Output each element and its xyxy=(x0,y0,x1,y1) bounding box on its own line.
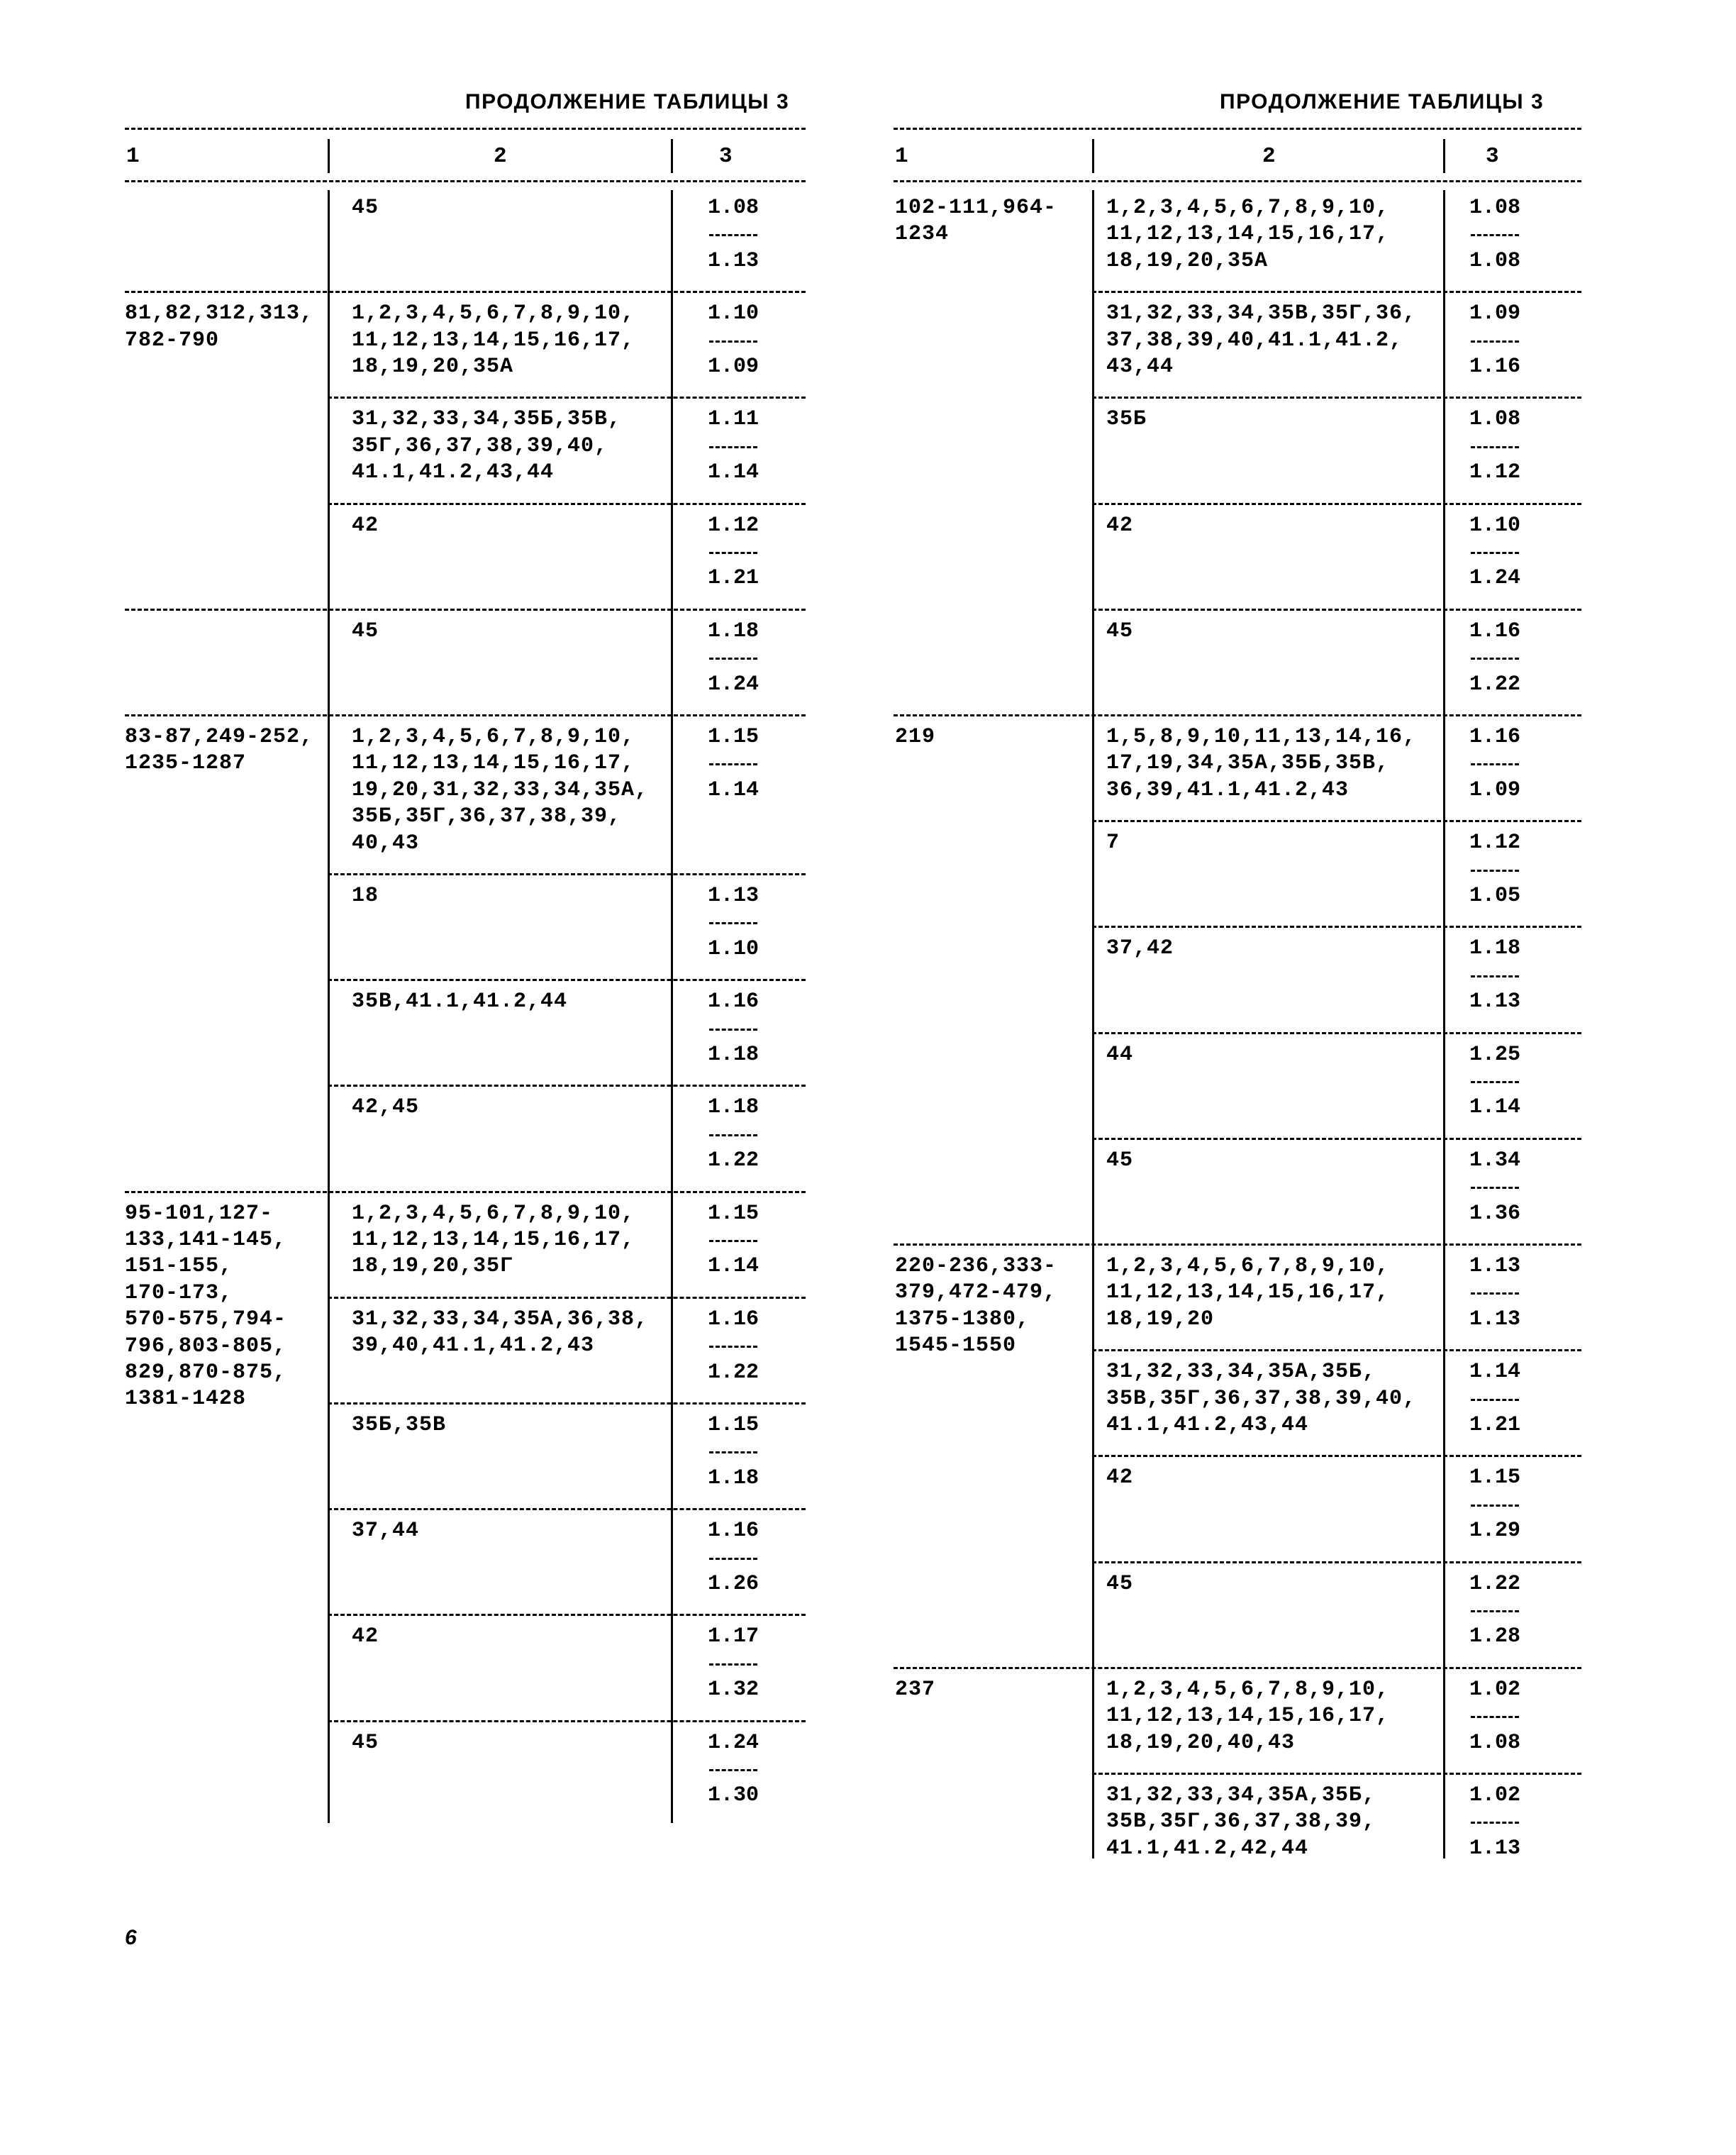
cell-col2: 42 xyxy=(1106,513,1134,538)
fraction-bar xyxy=(708,750,762,777)
fraction-denominator: 1.08 xyxy=(1469,248,1521,273)
fraction-value xyxy=(708,1518,762,1597)
fraction-numerator: 1.08 xyxy=(1469,407,1521,432)
fraction-numerator: 1.13 xyxy=(708,884,760,908)
header-rule-top xyxy=(125,128,806,130)
fraction-numerator: 1.13 xyxy=(1469,1254,1521,1278)
group-separator xyxy=(125,609,806,611)
cell-col2: 31,32,33,34,35А,35Б, 35В,35Г,36,37,38,39, 41.1,41.2,42,44 xyxy=(1106,1783,1376,1861)
column-divider xyxy=(328,139,330,173)
fraction-bar xyxy=(1469,1386,1523,1412)
fraction-bar xyxy=(1469,539,1523,565)
row-separator xyxy=(328,1297,806,1299)
fraction-numerator: 1.15 xyxy=(708,1201,760,1226)
fraction-bar xyxy=(1469,1492,1523,1518)
fraction-numerator: 1.15 xyxy=(708,1413,760,1437)
group-separator xyxy=(894,1667,1581,1669)
cell-col2: 35Б xyxy=(1106,407,1147,432)
column-divider xyxy=(1092,190,1094,1858)
table-continuation-title: ПРОДОЛЖЕНИЕ ТАБЛИЦЫ 3 xyxy=(1220,90,1545,113)
column-divider xyxy=(1092,139,1094,173)
fraction-value xyxy=(1469,1042,1523,1121)
cell-col2: 37,42 xyxy=(1106,936,1174,961)
column-divider xyxy=(671,190,673,1823)
table-continuation-title: ПРОДОЛЖЕНИЕ ТАБЛИЦЫ 3 xyxy=(465,90,790,113)
fraction-bar xyxy=(1469,1597,1523,1624)
fraction-bar xyxy=(708,221,762,248)
row-separator xyxy=(328,1402,806,1405)
fraction-value xyxy=(708,195,762,275)
fraction-denominator: 1.13 xyxy=(1469,1836,1521,1861)
fraction-value xyxy=(1469,1359,1523,1439)
fraction-denominator: 1.18 xyxy=(708,1042,760,1067)
fraction-value xyxy=(708,1201,762,1280)
fraction-value xyxy=(708,989,762,1068)
fraction-denominator: 1.12 xyxy=(1469,460,1521,485)
fraction-denominator: 1.14 xyxy=(708,1254,760,1279)
header-rule-bottom xyxy=(125,180,806,182)
fraction-bar xyxy=(1469,328,1523,354)
fraction-numerator: 1.15 xyxy=(1469,1466,1521,1490)
fraction-numerator: 1.16 xyxy=(708,990,760,1014)
row-separator xyxy=(1092,291,1581,293)
fraction-value xyxy=(1469,513,1523,592)
cell-col2: 42 xyxy=(352,1624,379,1649)
fraction-denominator: 1.18 xyxy=(708,1466,760,1490)
column-divider xyxy=(328,190,330,1823)
fraction-numerator: 1.18 xyxy=(1469,936,1521,961)
fraction-denominator: 1.24 xyxy=(708,672,760,697)
fraction-bar xyxy=(1469,963,1523,989)
fraction-numerator: 1.10 xyxy=(708,301,760,326)
fraction-value xyxy=(708,724,762,804)
cell-col2: 1,2,3,4,5,6,7,8,9,10, 11,12,13,14,15,16,17, 18,19,20,40,43 xyxy=(1106,1677,1390,1755)
row-separator xyxy=(328,503,806,505)
fraction-value xyxy=(708,301,762,380)
row-separator xyxy=(1092,1138,1581,1140)
fraction-bar xyxy=(1469,1068,1523,1095)
row-separator xyxy=(1092,397,1581,399)
column-divider xyxy=(1443,190,1445,1858)
fraction-value xyxy=(708,1095,762,1174)
fraction-bar xyxy=(1469,221,1523,248)
cell-col2: 1,2,3,4,5,6,7,8,9,10, 11,12,13,14,15,16,17, 18,19,20,35Г xyxy=(352,1201,635,1279)
group-separator xyxy=(125,1191,806,1193)
fraction-value xyxy=(1469,724,1523,804)
cell-col2: 37,44 xyxy=(352,1519,420,1544)
cell-col2: 1,2,3,4,5,6,7,8,9,10, 11,12,13,14,15,16,17, 19,20,31,32,33,34,35А, 35Б,35Г,36,37,38,39, 40,43 xyxy=(352,725,649,855)
fraction-value xyxy=(1469,1783,1523,1862)
fraction-value xyxy=(1469,830,1523,909)
cell-col2: 45 xyxy=(1106,619,1134,643)
fraction-denominator: 1.24 xyxy=(1469,566,1521,591)
fraction-value xyxy=(708,1307,762,1386)
fraction-bar xyxy=(708,1545,762,1571)
cell-col2: 45 xyxy=(1106,1148,1134,1173)
fraction-numerator: 1.12 xyxy=(708,513,760,538)
fraction-numerator: 1.02 xyxy=(1469,1677,1521,1702)
column-header-1: 1 xyxy=(895,144,908,169)
row-separator xyxy=(328,397,806,399)
fraction-numerator: 1.16 xyxy=(708,1307,760,1331)
cell-col2: 45 xyxy=(352,1730,379,1755)
header-rule-top xyxy=(894,128,1581,130)
fraction-value xyxy=(708,513,762,592)
row-separator xyxy=(1092,609,1581,611)
fraction-numerator: 1.24 xyxy=(708,1730,760,1755)
fraction-bar xyxy=(708,433,762,460)
fraction-bar xyxy=(708,1121,762,1148)
cell-col2: 1,5,8,9,10,11,13,14,16, 17,19,34,35А,35Б,35В, 36,39,41.1,41.2,43 xyxy=(1106,725,1417,802)
fraction-bar xyxy=(708,1227,762,1253)
cell-col2: 31,32,33,34,35В,35Г,36, 37,38,39,40,41.1,41.2, 43,44 xyxy=(1106,301,1417,379)
column-divider xyxy=(671,139,673,173)
fraction-bar xyxy=(708,539,762,565)
fraction-denominator: 1.26 xyxy=(708,1571,760,1596)
cell-col1: 81,82,312,313, 782-790 xyxy=(125,301,314,353)
fraction-numerator: 1.02 xyxy=(1469,1783,1521,1807)
cell-col2: 42 xyxy=(1106,1466,1134,1490)
column-header-1: 1 xyxy=(126,144,140,169)
cell-col2: 35Б,35В xyxy=(352,1413,447,1437)
fraction-denominator: 1.09 xyxy=(708,354,760,379)
row-separator xyxy=(328,979,806,981)
fraction-bar xyxy=(1469,857,1523,883)
fraction-value xyxy=(708,883,762,963)
cell-col2: 1,2,3,4,5,6,7,8,9,10, 11,12,13,14,15,16,17, 18,19,20 xyxy=(1106,1254,1390,1331)
fraction-denominator: 1.14 xyxy=(708,460,760,485)
fraction-denominator: 1.29 xyxy=(1469,1519,1521,1544)
cell-col1: 95-101,127- 133,141-145, 151-155, 170-173, 570-575,794- 796,803-805, 829,870-875, 1381-1428 xyxy=(125,1201,287,1412)
fraction-value xyxy=(1469,1148,1523,1227)
fraction-numerator: 1.17 xyxy=(708,1624,760,1649)
fraction-bar xyxy=(708,1016,762,1042)
fraction-value xyxy=(1469,301,1523,380)
fraction-denominator: 1.22 xyxy=(708,1360,760,1385)
fraction-bar xyxy=(708,328,762,354)
fraction-value xyxy=(1469,195,1523,275)
fraction-numerator: 1.18 xyxy=(708,619,760,643)
row-separator xyxy=(328,1508,806,1510)
fraction-bar xyxy=(1469,645,1523,671)
fraction-denominator: 1.30 xyxy=(708,1783,760,1808)
fraction-denominator: 1.21 xyxy=(708,566,760,591)
row-separator xyxy=(328,1614,806,1616)
fraction-numerator: 1.09 xyxy=(1469,301,1521,326)
cell-col1: 102-111,964- 1234 xyxy=(895,196,1057,247)
cell-col2: 18 xyxy=(352,884,379,908)
cell-col2: 31,32,33,34,35А,36,38, 39,40,41.1,41.2,43 xyxy=(352,1307,649,1358)
group-separator xyxy=(894,714,1581,716)
fraction-value xyxy=(1469,1571,1523,1651)
fraction-denominator: 1.14 xyxy=(708,777,760,802)
fraction-numerator: 1.16 xyxy=(1469,725,1521,749)
cell-col2: 42,45 xyxy=(352,1095,420,1120)
row-separator xyxy=(1092,926,1581,928)
row-separator xyxy=(1092,503,1581,505)
fraction-denominator: 1.14 xyxy=(1469,1095,1521,1120)
fraction-denominator: 1.13 xyxy=(1469,990,1521,1014)
group-separator xyxy=(894,1243,1581,1246)
fraction-denominator: 1.32 xyxy=(708,1678,760,1702)
fraction-denominator: 1.16 xyxy=(1469,354,1521,379)
cell-col2: 31,32,33,34,35Б,35В, 35Г,36,37,38,39,40, 41.1,41.2,43,44 xyxy=(352,407,622,485)
fraction-denominator: 1.10 xyxy=(708,936,760,961)
fraction-numerator: 1.16 xyxy=(1469,619,1521,643)
fraction-value xyxy=(1469,936,1523,1015)
page-number: 6 xyxy=(125,1926,137,1949)
cell-col2: 1,2,3,4,5,6,7,8,9,10, 11,12,13,14,15,16,17, 18,19,20,35А xyxy=(1106,196,1390,273)
fraction-numerator: 1.08 xyxy=(1469,196,1521,220)
fraction-bar xyxy=(1469,1174,1523,1200)
fraction-numerator: 1.16 xyxy=(708,1519,760,1544)
fraction-value xyxy=(1469,406,1523,486)
cell-col1: 220-236,333- 379,472-479, 1375-1380, 1545-1550 xyxy=(895,1254,1057,1358)
fraction-bar xyxy=(708,1651,762,1677)
row-separator xyxy=(1092,1773,1581,1775)
cell-col2: 7 xyxy=(1106,831,1120,855)
row-separator xyxy=(328,1085,806,1087)
fraction-value xyxy=(708,1624,762,1703)
fraction-value xyxy=(708,619,762,698)
fraction-value xyxy=(1469,1677,1523,1756)
row-separator xyxy=(328,1720,806,1722)
fraction-bar xyxy=(708,909,762,936)
fraction-bar xyxy=(1469,433,1523,460)
fraction-numerator: 1.25 xyxy=(1469,1042,1521,1067)
fraction-denominator: 1.09 xyxy=(1469,777,1521,802)
column-header-3: 3 xyxy=(719,144,733,169)
fraction-numerator: 1.12 xyxy=(1469,831,1521,855)
fraction-value xyxy=(708,1412,762,1492)
row-separator xyxy=(328,873,806,875)
fraction-bar xyxy=(1469,1280,1523,1306)
fraction-denominator: 1.13 xyxy=(1469,1307,1521,1331)
fraction-value xyxy=(1469,1253,1523,1333)
cell-col1: 219 xyxy=(895,725,936,749)
fraction-denominator: 1.22 xyxy=(708,1148,760,1173)
fraction-denominator: 1.13 xyxy=(708,248,760,273)
fraction-numerator: 1.14 xyxy=(1469,1360,1521,1385)
fraction-value xyxy=(708,406,762,486)
row-separator xyxy=(1092,1455,1581,1457)
row-separator xyxy=(1092,1561,1581,1563)
fraction-value xyxy=(1469,1465,1523,1544)
fraction-value xyxy=(1469,619,1523,698)
group-separator xyxy=(125,291,806,293)
cell-col2: 1,2,3,4,5,6,7,8,9,10, 11,12,13,14,15,16,17, 18,19,20,35А xyxy=(352,301,635,379)
fraction-denominator: 1.22 xyxy=(1469,672,1521,697)
group-separator xyxy=(125,714,806,716)
cell-col2: 45 xyxy=(352,619,379,643)
cell-col1: 237 xyxy=(895,1677,936,1702)
column-header-2: 2 xyxy=(494,144,507,169)
cell-col2: 35В,41.1,41.2,44 xyxy=(352,990,568,1014)
cell-col2: 42 xyxy=(352,513,379,538)
fraction-numerator: 1.15 xyxy=(708,725,760,749)
fraction-bar xyxy=(708,1439,762,1465)
row-separator xyxy=(1092,1349,1581,1351)
cell-col2: 31,32,33,34,35А,35Б, 35В,35Г,36,37,38,39,40, 41.1,41.2,43,44 xyxy=(1106,1360,1417,1437)
fraction-bar xyxy=(1469,1809,1523,1835)
column-divider xyxy=(1443,139,1445,173)
fraction-bar xyxy=(708,1756,762,1783)
cell-col1: 83-87,249-252, 1235-1287 xyxy=(125,725,314,776)
header-rule-bottom xyxy=(894,180,1581,182)
fraction-value xyxy=(708,1730,762,1810)
fraction-numerator: 1.22 xyxy=(1469,1571,1521,1596)
cell-col2: 45 xyxy=(352,196,379,220)
fraction-numerator: 1.10 xyxy=(1469,513,1521,538)
fraction-bar xyxy=(708,645,762,671)
cell-col2: 45 xyxy=(1106,1571,1134,1596)
fraction-numerator: 1.11 xyxy=(708,407,760,432)
fraction-numerator: 1.18 xyxy=(708,1095,760,1120)
column-header-3: 3 xyxy=(1486,144,1499,169)
fraction-denominator: 1.21 xyxy=(1469,1412,1521,1437)
fraction-bar xyxy=(708,1333,762,1359)
fraction-denominator: 1.36 xyxy=(1469,1201,1521,1226)
fraction-numerator: 1.34 xyxy=(1469,1148,1521,1173)
fraction-denominator: 1.08 xyxy=(1469,1730,1521,1755)
fraction-denominator: 1.28 xyxy=(1469,1624,1521,1649)
cell-col2: 44 xyxy=(1106,1042,1134,1067)
fraction-bar xyxy=(1469,1703,1523,1729)
column-header-2: 2 xyxy=(1262,144,1276,169)
fraction-denominator: 1.05 xyxy=(1469,883,1521,908)
row-separator xyxy=(1092,1032,1581,1034)
row-separator xyxy=(1092,820,1581,822)
fraction-numerator: 1.08 xyxy=(708,196,760,220)
fraction-bar xyxy=(1469,750,1523,777)
